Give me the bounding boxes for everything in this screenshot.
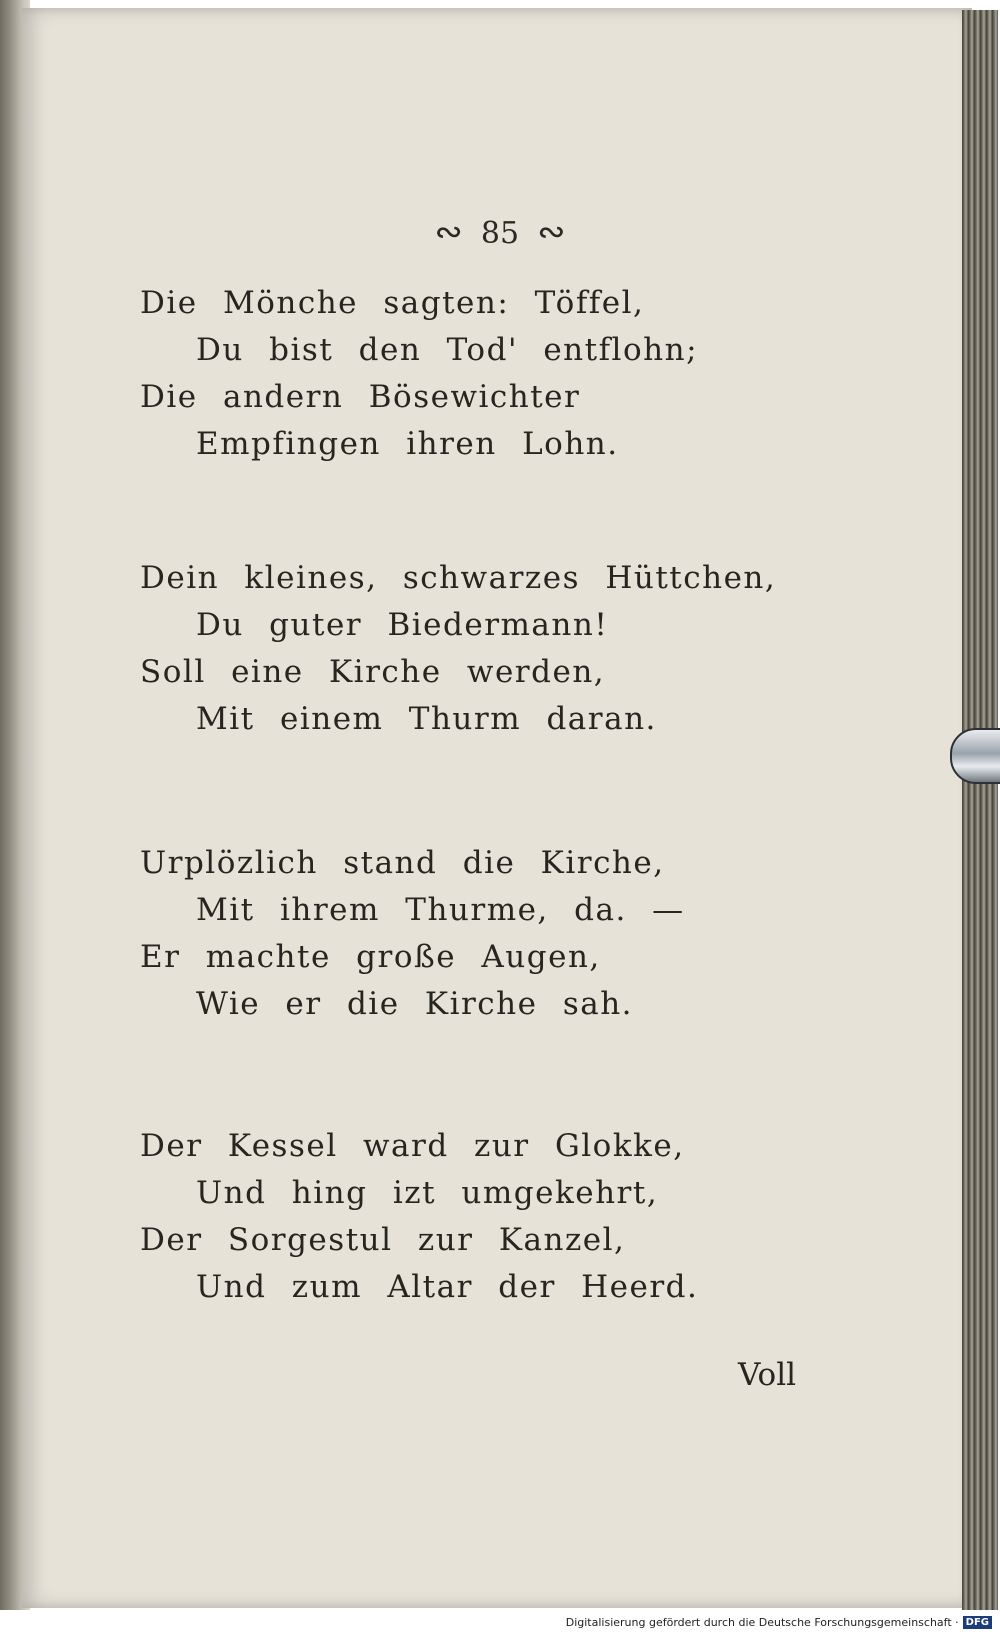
digitization-credit bbox=[566, 1616, 992, 1629]
page-clip-icon bbox=[950, 728, 1000, 784]
verse-line: Und zum Altar der Heerd. bbox=[196, 1269, 699, 1305]
verse-line: Urplözlich stand die Kirche, bbox=[140, 845, 665, 881]
catchword: Voll bbox=[738, 1357, 797, 1393]
verse-line: Mit ihrem Thurme, da. — bbox=[196, 892, 685, 928]
stanza-1 bbox=[140, 280, 698, 468]
dfg-logo-icon: DFG bbox=[963, 1616, 992, 1629]
verse-line: Der Kessel ward zur Glokke, bbox=[140, 1128, 685, 1164]
ornament-right-icon: ∾ bbox=[537, 212, 566, 252]
ornament-left-icon: ∾ bbox=[434, 212, 463, 252]
verse-line: Die Mönche sagten: Töffel, bbox=[140, 285, 645, 321]
verse-line: Du bist den Tod' entflohn; bbox=[196, 332, 699, 368]
verse-line: Und hing izt umgekehrt, bbox=[196, 1175, 659, 1211]
verse-line: Empfingen ihren Lohn. bbox=[196, 426, 619, 462]
verse-line: Mit einem Thurm daran. bbox=[196, 701, 657, 737]
verse-line: Soll eine Kirche werden, bbox=[140, 654, 606, 690]
stanza-3 bbox=[140, 840, 685, 1028]
verse-line: Dein kleines, schwarzes Hüttchen, bbox=[140, 560, 777, 596]
credit-text: Digitalisierung gefördert durch die Deutsche Forschungsgemeinschaft · bbox=[565, 1616, 959, 1629]
verse-line: Der Sorgestul zur Kanzel, bbox=[140, 1222, 626, 1258]
page-header bbox=[0, 212, 1000, 252]
page-number: 85 bbox=[480, 216, 520, 251]
stanza-4 bbox=[140, 1123, 698, 1311]
verse-line: Wie er die Kirche sah. bbox=[196, 986, 634, 1022]
verse-line: Du guter Biedermann! bbox=[196, 607, 609, 643]
verse-line: Er machte große Augen, bbox=[140, 939, 601, 975]
stanza-2 bbox=[140, 555, 776, 743]
verse-line: Die andern Bösewichter bbox=[140, 379, 581, 415]
